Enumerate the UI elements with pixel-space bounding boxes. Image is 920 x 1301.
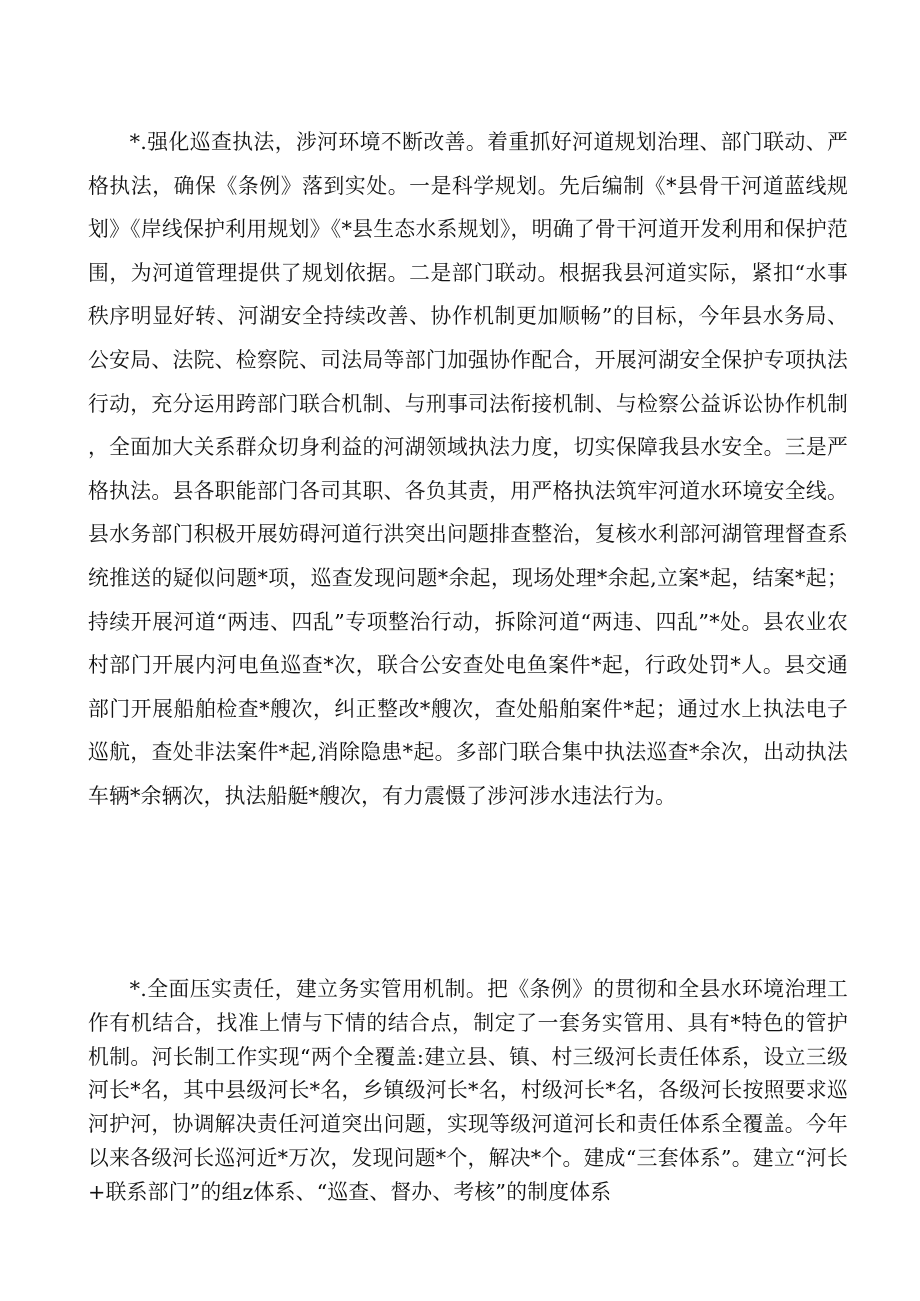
paragraph-responsibility-mechanism: *.全面压实责任，建立务实管用机制。把《条例》的贯彻和全县水环境治理工作有机结合，找准上情与下情的结合点，制定了一套务实管用、具有*特色的管护机制。河长制工作实现“两个全覆盖:建立县、镇、村三级河长责任体系，设立三级河长*名，其中县级河长*名，乡镇级河长*名，村级河长*名，各级河长按照要求巡河护河，协调解决责任河道突出问题，实现等级河道河长和责任体系全覆盖。今年以来各级河长巡河近*万次，发现问题*个，解决*个。建成“三套体系”。建立“河长+联系部门”的组z体系、“巡查、督办、考核”的制度体系 xyxy=(88,977,848,1204)
paragraph-river-law-enforcement: *.强化巡查执法，涉河环境不断改善。着重抓好河道规划治理、部门联动、严格执法，确保《条例》落到实处。一是科学规划。先后编制《*县骨干河道蓝线规划》《岸线保护利用规划》《*县生态水系规划》，明确了骨干河道开发利用和保护范围，为河道管理提供了规划依据。二是部门联动。根据我县河道实际，紧扣“水事秩序明显好转、河湖安全持续改善、协作机制更加顺畅”的目标，今年县水务局、公安局、法院、检察院、司法局等部门加强协作配合，开展河湖安全保护专项执法行动，充分运用跨部门联合机制、与刑事司法衔接机制、与检察公益诉讼协作机制，全面加大关系群众切身利益的河湖领域执法力度，切实保障我县水安全。三是严格执法。县各职能部门各司其职、各负其责，用严格执法筑牢河道水环境安全线。县水务部门积极开展妨碍河道行洪突出问题排查整治，复核水利部河湖管理督查系统推送的疑似问题*项，巡查发现问题*余起，现场处理*余起,立案*起，结案*起；持续开展河道“两违、四乱”专项整治行动，拆除河道“两违、四乱”*处。县农业农村部门开展内河电鱼巡查*次，联合公安查处电鱼案件*起，行政处罚*人。县交通部门开展船舶检查*艘次，纠正整改*艘次，查处船舶案件*起；通过水上执法电子巡航，查处非法案件*起,消除隐患*起。多部门联合集中执法巡查*余次，出动执法车辆*余辆次，执法船艇*艘次，有力震慑了涉河涉水违法行为。 xyxy=(88,130,848,808)
